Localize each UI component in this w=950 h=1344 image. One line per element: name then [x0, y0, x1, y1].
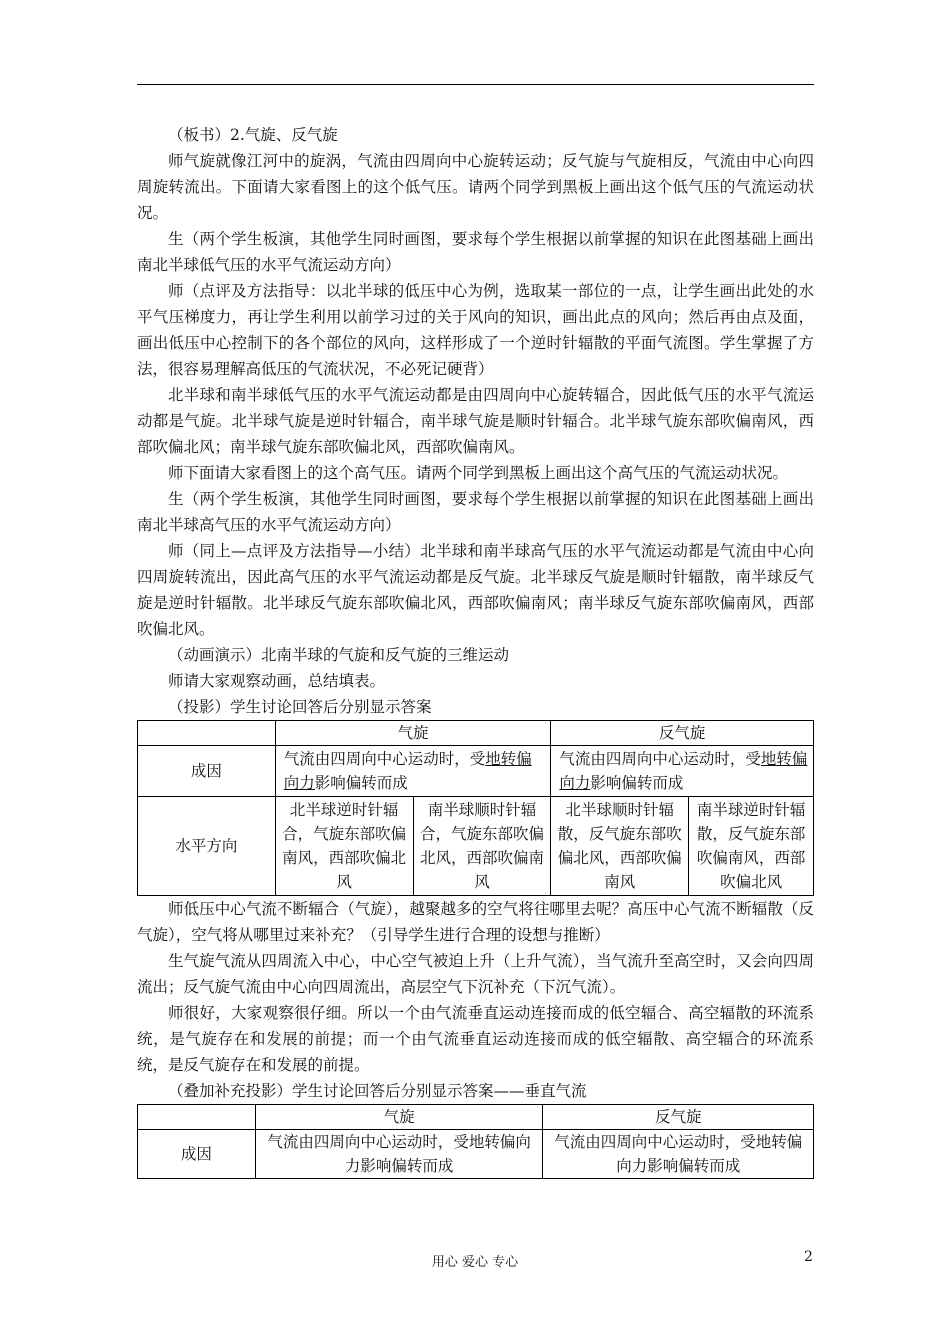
cell-text: 影响偏转而成: [314, 774, 408, 792]
cell-north-cyclone: 北半球逆时针辐合，气旋东部吹偏南风，西部吹偏北风: [275, 797, 413, 896]
cell-north-anticyclone: 北半球顺时针辐散，反气旋东部吹偏北风，西部吹偏南风: [551, 797, 689, 896]
paragraph: 师请大家观察动画，总结填表。: [168, 672, 386, 690]
table-row: [138, 746, 814, 797]
paragraph: 师（同上—点评及方法指导—小结）北半球和南半球高气压的水平气流运动都是气流由中心向四周旋转流出，因此高气压的水平气流运动都是反气旋。北半球反气旋是顺时针辐散，南半球反气旋是逆时针辐散。北半球反气旋东部吹偏北风，西部吹偏南风；南半球反气旋东部吹偏南风，西部吹偏北风。: [137, 542, 814, 638]
cell-text: 气流由四周向中心运动时，受: [559, 750, 761, 768]
table-row: [138, 1130, 814, 1179]
row-label-cause: 成因: [138, 1130, 256, 1179]
page-footer: 用心 爱心 专心: [431, 1255, 519, 1270]
underlined-term: 地转偏向力: [559, 750, 808, 792]
table-corner-cell: [138, 721, 276, 746]
cyclone-cause-cell: [275, 746, 551, 797]
paragraph: （叠加补充投影）学生讨论回答后分别显示答案——垂直气流: [168, 1082, 587, 1100]
paragraph: （板书）2.气旋、反气旋: [168, 126, 338, 144]
cyclone-cause-cell: 气流由四周向中心运动时，受地转偏向力影响偏转而成: [255, 1130, 543, 1179]
paragraph: （投影）学生讨论回答后分别显示答案: [168, 698, 432, 716]
cell-text: 影响偏转而成: [590, 774, 684, 792]
paragraph: 生（两个学生板演，其他学生同时画图，要求每个学生根据以前掌握的知识在此图基础上画出南北半球高气压的水平气流运动方向）: [137, 490, 814, 534]
vertical-flow-table: [137, 1104, 814, 1179]
table-header-row: [138, 721, 814, 746]
row-label-cause: 成因: [138, 746, 276, 797]
table-header-row: [138, 1105, 814, 1130]
table-row: [138, 797, 814, 896]
row-label-horizontal: 水平方向: [138, 797, 276, 896]
anticyclone-cause-cell: [551, 746, 814, 797]
paragraph: 北半球和南半球低气压的水平气流运动都是由四周向中心旋转辐合，因此低气压的水平气流运动都是气旋。北半球气旋是逆时针辐合，南半球气旋是顺时针辐合。北半球气旋东部吹偏南风，西部吹偏北风；南半球气旋东部吹偏北风，西部吹偏南风。: [137, 386, 814, 456]
table-header-anticyclone: 反气旋: [543, 1105, 814, 1130]
underlined-term: 地转偏向力: [283, 750, 532, 792]
anticyclone-cause-cell: 气流由四周向中心运动时，受地转偏向力影响偏转而成: [543, 1130, 814, 1179]
cell-text: 气流由四周向中心运动时，受: [283, 750, 486, 768]
paragraph: 师低压中心气流不断辐合（气旋），越聚越多的空气将往哪里去呢？高压中心气流不断辐散（反气旋），空气将从哪里过来补充？（引导学生进行合理的设想与推断）: [137, 900, 814, 944]
paragraph: （动画演示）北南半球的气旋和反气旋的三维运动: [168, 646, 510, 664]
paragraph: 师气旋就像江河中的旋涡，气流由四周向中心旋转运动；反气旋与气旋相反，气流由中心向四周旋转流出。下面请大家看图上的这个低气压。请两个同学到黑板上画出这个低气压的气流运动状况。: [137, 152, 814, 222]
paragraph: 师（点评及方法指导：以北半球的低压中心为例，选取某一部位的一点，让学生画出此处的水平气压梯度力，再让学生利用以前学习过的关于风向的知识，画出此点的风向；然后再由点及面，画出低压中心控制下的各个部位的风向，这样形成了一个逆时针辐散的平面气流图。学生掌握了方法，很容易理解高低压的气流状况，不必死记硬背）: [137, 282, 814, 378]
paragraph: 生气旋气流从四周流入中心，中心空气被迫上升（上升气流），当气流升至高空时，又会向四周流出；反气旋气流由中心向四周流出，高层空气下沉补充（下沉气流）。: [137, 952, 814, 996]
cell-south-anticyclone: 南半球逆时针辐散，反气旋东部吹偏南风，西部吹偏北风: [689, 797, 814, 896]
document-body: [137, 122, 814, 1179]
page-number: 2: [804, 1249, 813, 1265]
header-rule: [137, 84, 814, 85]
paragraph: 师很好，大家观察很仔细。所以一个由气流垂直运动连接而成的低空辐合、高空辐散的环流系统，是气旋存在和发展的前提；而一个由气流垂直运动连接而成的低空辐散、高空辐合的环流系统，是反气旋存在和发展的前提。: [137, 1004, 814, 1074]
paragraph: 生（两个学生板演，其他学生同时画图，要求每个学生根据以前掌握的知识在此图基础上画出南北半球低气压的水平气流运动方向）: [137, 230, 814, 274]
table-corner-cell: [138, 1105, 256, 1130]
paragraph: 师下面请大家看图上的这个高气压。请两个同学到黑板上画出这个高气压的气流运动状况。: [168, 464, 789, 482]
table-header-cyclone: 气旋: [275, 721, 551, 746]
cyclone-table: [137, 720, 814, 896]
table-header-anticyclone: 反气旋: [551, 721, 814, 746]
cell-south-cyclone: 南半球顺时针辐合，气旋东部吹偏北风，西部吹偏南风: [413, 797, 551, 896]
table-header-cyclone: 气旋: [255, 1105, 543, 1130]
